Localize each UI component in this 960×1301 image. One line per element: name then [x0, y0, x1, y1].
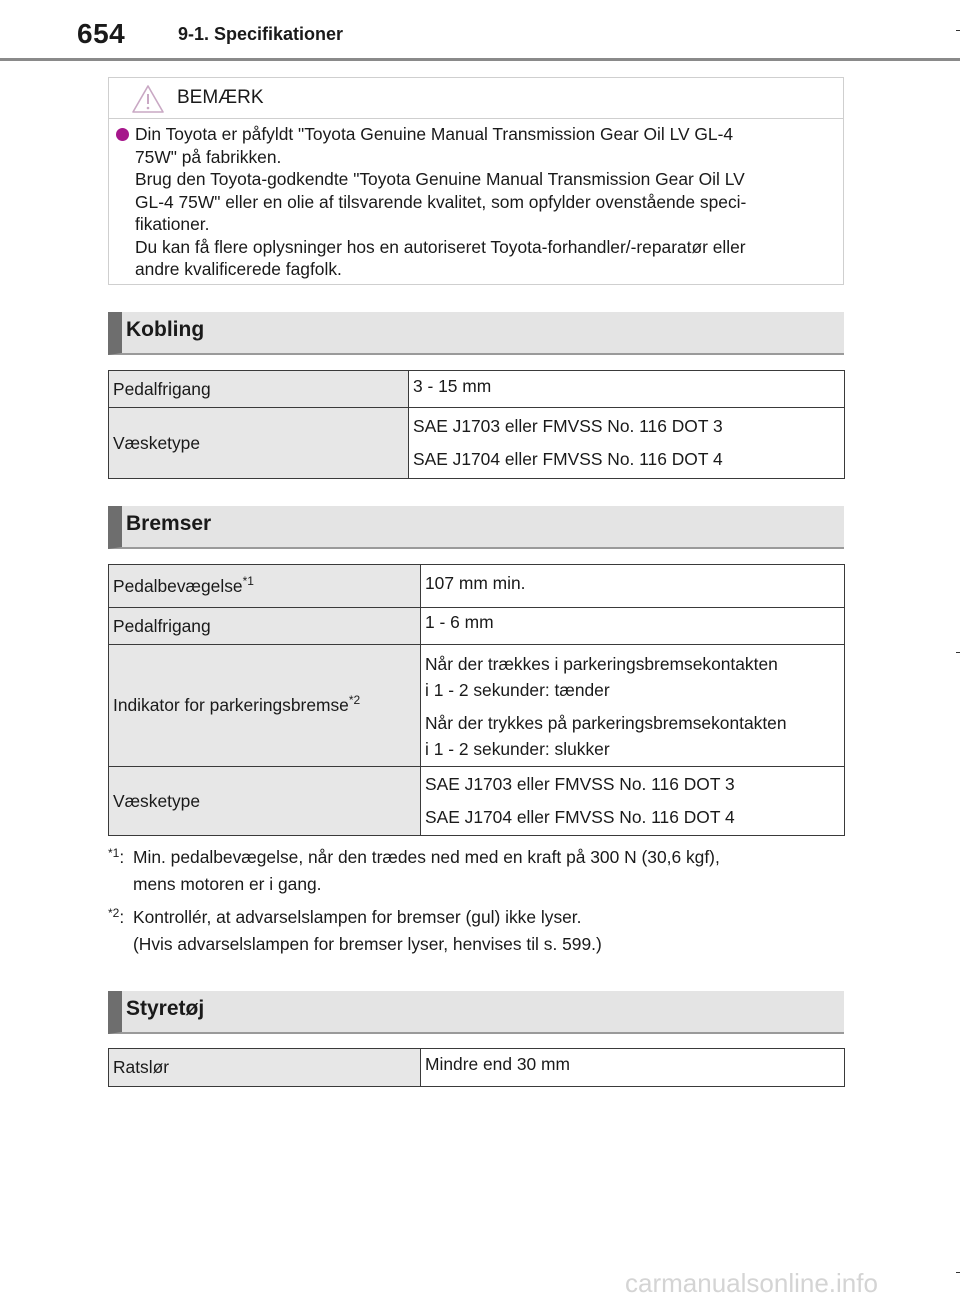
footnote-ref: *2 [348, 693, 361, 707]
note-title: BEMÆRK [177, 87, 264, 108]
row-label: Ratslør [109, 1049, 421, 1087]
row-label: Væsketype [109, 767, 421, 836]
row-value: Mindre end 30 mm [421, 1049, 845, 1087]
table-row [109, 408, 845, 479]
value-line: i 1 - 2 sekunder: tænder [425, 680, 610, 700]
value-line: SAE J1703 eller FMVSS No. 116 DOT 3 [413, 416, 723, 436]
note-line: andre kvalificerede fagfolk. [135, 259, 342, 279]
note-line: Du kan få flere oplysninger hos en autoriseret Toyota-forhandler/-reparatør eller [135, 236, 746, 257]
note-line: fikationer. [135, 214, 210, 234]
label-text: Indikator for parkeringsbremse [113, 695, 349, 715]
page-number: 654 [77, 18, 126, 49]
footnote-text: (Hvis advarselslampen for bremser lyser, henvises til s. 599.) [133, 934, 602, 954]
footnote-mark: $^{*2}$: [108, 906, 125, 927]
value-line: i 1 - 2 sekunder: slukker [425, 739, 610, 759]
value-line: SAE J1703 eller FMVSS No. 116 DOT 3 [425, 774, 735, 794]
crop-mark [956, 652, 960, 653]
note-line: Din Toyota er påfyldt "Toyota Genuine Manual Transmission Gear Oil LV GL-4 [135, 124, 734, 144]
row-value [421, 767, 845, 836]
crop-mark [956, 30, 960, 31]
crop-mark [956, 1272, 960, 1273]
watermark: carmanualsonline.info [625, 1268, 878, 1298]
footnote-text: Kontrollér, at advarselslampen for bremser (gul) ikke lyser. [133, 907, 582, 927]
row-label [109, 565, 421, 608]
footnote-ref: *1 [242, 573, 254, 588]
footnote-text: Min. pedalbevægelse, når den trædes ned med en kraft på 300 N (30,6 kgf), [133, 847, 720, 867]
table-row [109, 565, 845, 608]
row-value: 1 - 6 mm [421, 608, 845, 645]
value-line: Når der trykkes på parkeringsbremsekontakten [425, 713, 787, 733]
table-row [109, 645, 845, 767]
kobling-table [108, 370, 845, 479]
bremser-table [108, 564, 845, 836]
footnote-1 [108, 844, 844, 898]
footnote-text: mens motoren er i gang. [133, 874, 322, 894]
row-value [421, 645, 845, 767]
note-box [108, 77, 844, 285]
row-label: Pedalfrigang [109, 371, 409, 408]
note-line: Brug den Toyota-godkendte "Toyota Genuine Manual Transmission Gear Oil LV [135, 169, 745, 189]
value-line: SAE J1704 eller FMVSS No. 116 DOT 4 [425, 807, 735, 827]
value-line: SAE J1704 eller FMVSS No. 116 DOT 4 [413, 449, 723, 469]
section-heading-styretoj [108, 991, 844, 1034]
warning-triangle-icon [131, 84, 165, 114]
note-header [109, 78, 843, 119]
row-value: 3 - 15 mm [409, 371, 845, 408]
section-title: Bremser [126, 512, 212, 535]
section-title: Styretøj [126, 997, 205, 1020]
section-heading-bremser [108, 506, 844, 549]
note-body [135, 123, 835, 281]
table-row [109, 1049, 845, 1087]
value-line: Når der trækkes i parkeringsbremsekontakten [425, 654, 778, 674]
row-value: 107 mm min. [421, 565, 845, 608]
footnote-2 [108, 904, 844, 958]
note-line: GL-4 75W" eller en olie af tilsvarende kvalitet, som opfylder ovenstående speci- [135, 191, 747, 212]
section-heading-kobling [108, 312, 844, 355]
row-label: Pedalfrigang [109, 608, 421, 645]
table-row [109, 767, 845, 836]
row-label: Væsketype [109, 408, 409, 479]
note-line: 75W" på fabrikken. [135, 146, 282, 167]
table-row [109, 608, 845, 645]
table-row [109, 371, 845, 408]
chapter-title: 9-1. Specifikationer [178, 24, 344, 44]
styretoj-table [108, 1048, 845, 1087]
bullet-icon [116, 128, 129, 141]
row-label [109, 645, 421, 767]
row-value [409, 408, 845, 479]
header-rule [0, 58, 960, 61]
footnote-mark: $^{*1}$: [108, 846, 125, 867]
page-header [0, 0, 960, 62]
footnotes [108, 844, 844, 964]
section-title: Kobling [126, 318, 205, 341]
label-text: Pedalbevægelse [113, 575, 243, 596]
